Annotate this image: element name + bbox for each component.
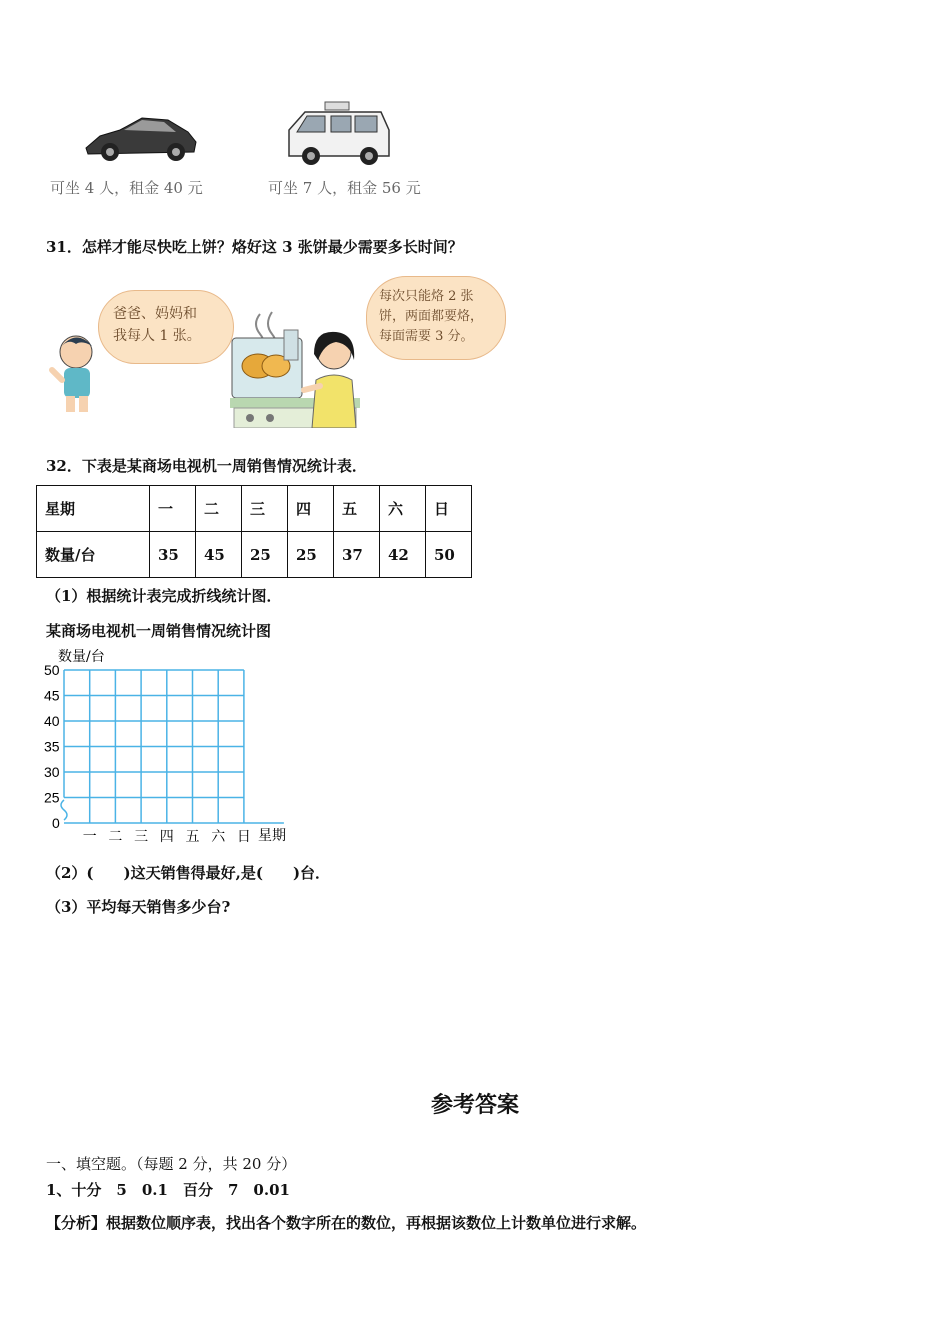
- table-cell-value: 42: [380, 532, 426, 578]
- boy-bubble-line-1: 爸爸、妈妈和: [113, 306, 197, 322]
- table-cell-value: 25: [242, 532, 288, 578]
- x-tick-label: 四: [159, 829, 174, 845]
- chart-ylabel: 数量/台: [58, 649, 105, 665]
- answers-section-heading: 一、填空题。（每题 2 分，共 20 分）: [46, 1155, 297, 1173]
- car-caption: 可坐 4 人，租金 40 元: [50, 179, 203, 197]
- table-cell-value: 35: [150, 532, 196, 578]
- x-tick-label: 三: [134, 829, 149, 845]
- chart-title: 某商场电视机一周销售情况统计图: [46, 622, 272, 640]
- table-cell-day: 六: [380, 486, 426, 532]
- table-header-day: 星期: [37, 486, 150, 532]
- sub-question-2: （2）( )这天销售得最好,是( )台．: [46, 864, 331, 882]
- y-tick-label: 30: [44, 764, 60, 780]
- y-tick-label: 50: [44, 662, 60, 678]
- table-cell-day: 四: [288, 486, 334, 532]
- table-cell-day: 五: [334, 486, 380, 532]
- mother-illustration: [300, 330, 360, 428]
- table-cell-day: 二: [196, 486, 242, 532]
- table-row-days: [37, 486, 472, 532]
- chart-xlabel: 星期: [258, 828, 286, 844]
- question-32: 32．下表是某商场电视机一周销售情况统计表．: [46, 457, 367, 475]
- answer-1-analysis: 【分析】根据数位顺序表，找出各个数字所在的数位，再根据该数位上计数单位进行求解。: [46, 1214, 647, 1232]
- answers-title: 参考答案: [431, 1092, 520, 1118]
- x-tick-label: 五: [185, 829, 200, 845]
- table-cell-value: 37: [334, 532, 380, 578]
- y-tick-label: 40: [44, 713, 60, 729]
- boy-speech-bubble: [98, 290, 234, 364]
- answer-1: 1、十分 5 0.1 百分 7 0.01: [46, 1181, 290, 1199]
- boy-bubble-line-2: 我每人 1 张。: [113, 328, 201, 344]
- y-tick-label: 35: [44, 738, 60, 755]
- x-tick-label: 二: [108, 829, 123, 845]
- van-caption: 可坐 7 人，租金 56 元: [268, 179, 421, 197]
- chart-y-ticks: [44, 662, 60, 831]
- sales-table: [36, 485, 472, 578]
- y-tick-label: 25: [44, 789, 60, 806]
- x-tick-label: 日: [236, 829, 251, 845]
- table-cell-value: 25: [288, 532, 334, 578]
- table-cell-day: 一: [150, 486, 196, 532]
- mother-bubble-line-3: 每面需要 3 分。: [379, 329, 474, 344]
- y-tick-label: 45: [44, 687, 60, 704]
- table-row-values: [37, 532, 472, 578]
- sub-question-3: （3）平均每天销售多少台?: [46, 898, 231, 916]
- table-cell-day: 日: [426, 486, 472, 532]
- x-tick-label: 一: [82, 829, 97, 845]
- van-icon: [285, 100, 395, 168]
- table-cell-day: 三: [242, 486, 288, 532]
- sub-question-1: （1）根据统计表完成折线统计图．: [46, 587, 282, 605]
- mother-speech-bubble: [366, 276, 506, 360]
- line-chart: [36, 645, 306, 850]
- sports-car-icon: [80, 110, 200, 165]
- y-tick-label: 0: [52, 815, 60, 831]
- table-header-quantity: 数量/台: [37, 532, 150, 578]
- boy-illustration: [46, 330, 102, 415]
- mother-bubble-line-1: 每次只能烙 2 张: [379, 289, 474, 304]
- chart-x-ticks: [83, 829, 251, 845]
- table-cell-value: 50: [426, 532, 472, 578]
- chart-grid: [64, 670, 284, 823]
- table-cell-value: 45: [196, 532, 242, 578]
- question-31: 31．怎样才能尽快吃上饼？烙好这 3 张饼最少需要多长时间？: [46, 238, 463, 256]
- mother-bubble-line-2: 饼，两面都要烙，: [379, 309, 484, 324]
- axis-break-mark: [61, 800, 67, 820]
- x-tick-label: 六: [211, 829, 226, 845]
